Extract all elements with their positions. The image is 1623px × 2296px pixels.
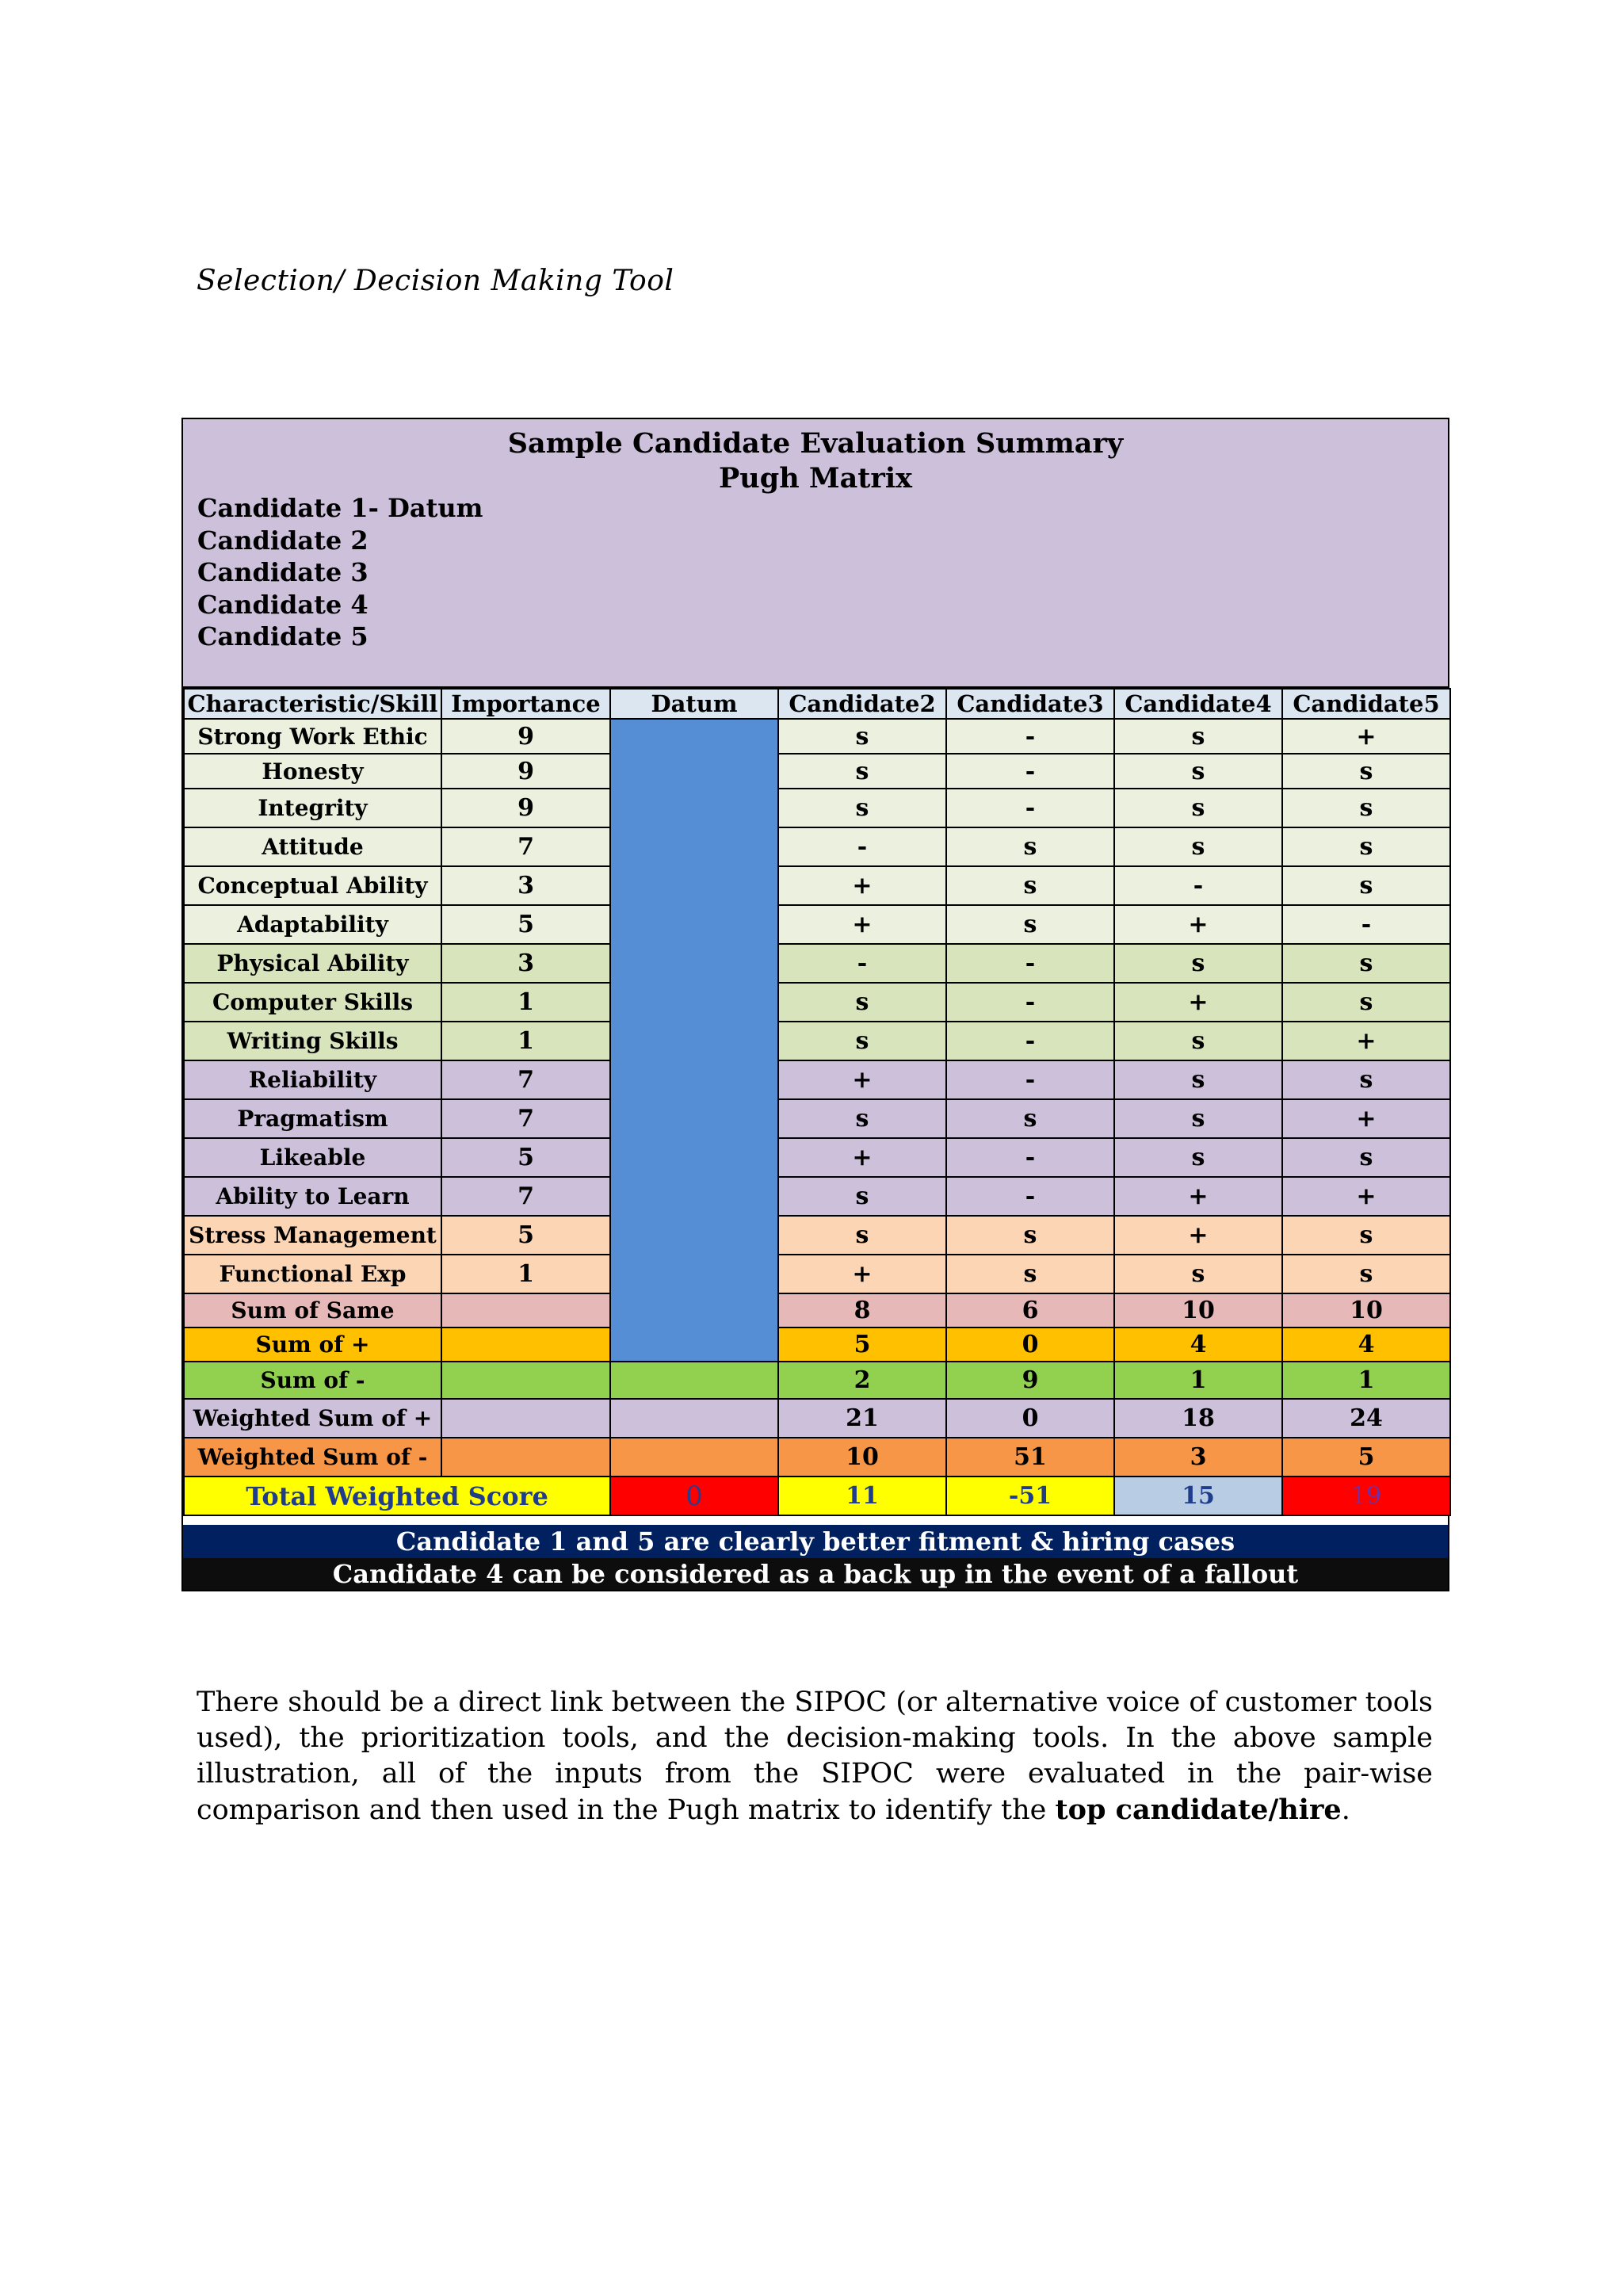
- table-row: [184, 1099, 1450, 1138]
- rating-cell: s: [778, 1216, 946, 1255]
- table-row: [184, 754, 1450, 789]
- rating-cell: -: [778, 944, 946, 983]
- total-datum: 0: [610, 1477, 778, 1515]
- pugh-matrix: [181, 418, 1449, 1591]
- skill-label: Stress Management: [184, 1216, 441, 1255]
- rating-cell: -: [946, 983, 1114, 1022]
- importance-blank: [441, 1293, 610, 1328]
- rating-cell: s: [778, 1099, 946, 1138]
- conclusion-line-2: Candidate 4 can be considered as a back up in the event of a fallout: [183, 1558, 1448, 1590]
- datum-blank: [610, 1362, 778, 1399]
- table-row: [184, 1060, 1450, 1099]
- skill-label: Likeable: [184, 1138, 441, 1177]
- datum-column: [610, 719, 778, 1362]
- summary-title: Sample Candidate Evaluation Summary: [507, 427, 1124, 460]
- summary-value: 9: [946, 1362, 1114, 1399]
- summary-value: 51: [946, 1438, 1114, 1477]
- column-header: Characteristic/Skill: [184, 689, 441, 719]
- total-value: 11: [778, 1477, 946, 1515]
- rating-cell: -: [778, 827, 946, 866]
- importance-value: 9: [441, 754, 610, 789]
- table-row: [184, 905, 1450, 944]
- table-row: [184, 866, 1450, 905]
- rating-cell: s: [1114, 719, 1282, 754]
- skill-label: Computer Skills: [184, 983, 441, 1022]
- rating-cell: s: [1282, 866, 1450, 905]
- rating-cell: s: [1282, 944, 1450, 983]
- importance-value: 3: [441, 866, 610, 905]
- summary-value: 0: [946, 1399, 1114, 1438]
- summary-value: 1: [1114, 1362, 1282, 1399]
- rating-cell: s: [1114, 754, 1282, 789]
- skill-label: Pragmatism: [184, 1099, 441, 1138]
- rating-cell: +: [1114, 1216, 1282, 1255]
- total-value: 19: [1282, 1477, 1450, 1515]
- total-value: 15: [1114, 1477, 1282, 1515]
- summary-label: Sum of Same: [184, 1293, 441, 1328]
- table-header-row: [184, 689, 1450, 719]
- rating-cell: -: [946, 1022, 1114, 1060]
- candidate-list-item: Candidate 2: [197, 525, 369, 556]
- rating-cell: s: [1114, 1255, 1282, 1293]
- importance-value: 7: [441, 827, 610, 866]
- rating-cell: -: [946, 754, 1114, 789]
- summary-value: 10: [778, 1438, 946, 1477]
- rating-cell: -: [1282, 905, 1450, 944]
- table-row: [184, 944, 1450, 983]
- summary-value: 0: [946, 1328, 1114, 1362]
- rating-cell: +: [1114, 983, 1282, 1022]
- importance-value: 9: [441, 719, 610, 754]
- summary-subtitle: Pugh Matrix: [718, 462, 913, 495]
- summary-row: [184, 1293, 1450, 1328]
- summary-value: 10: [1282, 1293, 1450, 1328]
- paragraph-end: .: [1341, 1794, 1350, 1826]
- rating-cell: -: [946, 719, 1114, 754]
- summary-label: Weighted Sum of -: [184, 1438, 441, 1477]
- rating-cell: +: [1114, 1177, 1282, 1216]
- paragraph-bold: top candidate/hire: [1055, 1794, 1342, 1826]
- importance-blank: [441, 1399, 610, 1438]
- candidate-list: [197, 492, 483, 653]
- importance-blank: [441, 1328, 610, 1362]
- rating-cell: +: [778, 1255, 946, 1293]
- importance-value: 5: [441, 905, 610, 944]
- table-row: [184, 827, 1450, 866]
- rating-cell: s: [1282, 983, 1450, 1022]
- importance-value: 5: [441, 1138, 610, 1177]
- rating-cell: s: [1114, 1099, 1282, 1138]
- summary-value: 2: [778, 1362, 946, 1399]
- skill-label: Integrity: [184, 789, 441, 827]
- skill-label: Attitude: [184, 827, 441, 866]
- importance-blank: [441, 1438, 610, 1477]
- rating-cell: s: [1114, 827, 1282, 866]
- explanation-paragraph: [197, 1685, 1433, 1828]
- rating-cell: s: [1114, 944, 1282, 983]
- summary-value: 8: [778, 1293, 946, 1328]
- skill-label: Writing Skills: [184, 1022, 441, 1060]
- table-row: [184, 1177, 1450, 1216]
- summary-label: Sum of +: [184, 1328, 441, 1362]
- rating-cell: s: [1114, 1138, 1282, 1177]
- summary-value: 4: [1114, 1328, 1282, 1362]
- importance-value: 7: [441, 1099, 610, 1138]
- rating-cell: s: [778, 754, 946, 789]
- table-row: [184, 983, 1450, 1022]
- rating-cell: s: [1282, 1138, 1450, 1177]
- candidate-list-item: Candidate 4: [197, 589, 369, 620]
- rating-cell: s: [1114, 789, 1282, 827]
- rating-cell: s: [946, 905, 1114, 944]
- skill-label: Functional Exp: [184, 1255, 441, 1293]
- rating-cell: -: [946, 789, 1114, 827]
- summary-label: Sum of -: [184, 1362, 441, 1399]
- datum-blank: [610, 1438, 778, 1477]
- importance-value: 7: [441, 1177, 610, 1216]
- table-row: [184, 1255, 1450, 1293]
- rating-cell: +: [1282, 1099, 1450, 1138]
- summary-header: [183, 419, 1448, 688]
- rating-cell: -: [946, 1060, 1114, 1099]
- column-header: Candidate4: [1114, 689, 1282, 719]
- importance-value: 5: [441, 1216, 610, 1255]
- summary-value: 1: [1282, 1362, 1450, 1399]
- rating-cell: -: [1114, 866, 1282, 905]
- rating-cell: +: [1114, 905, 1282, 944]
- rating-cell: s: [946, 866, 1114, 905]
- page-heading: Selection/ Decision Making Tool: [197, 265, 674, 297]
- table-row: [184, 1022, 1450, 1060]
- rating-cell: s: [1282, 754, 1450, 789]
- skill-label: Adaptability: [184, 905, 441, 944]
- rating-cell: +: [778, 1138, 946, 1177]
- column-header: Candidate3: [946, 689, 1114, 719]
- candidate-list-item: Candidate 1- Datum: [197, 493, 483, 523]
- skill-label: Honesty: [184, 754, 441, 789]
- total-row: [184, 1477, 1450, 1515]
- rating-cell: s: [1282, 789, 1450, 827]
- candidate-list-item: Candidate 3: [197, 557, 369, 587]
- rating-cell: +: [778, 866, 946, 905]
- rating-cell: -: [946, 1177, 1114, 1216]
- summary-row: [184, 1438, 1450, 1477]
- skill-label: Ability to Learn: [184, 1177, 441, 1216]
- rating-cell: +: [1282, 1177, 1450, 1216]
- skill-label: Conceptual Ability: [184, 866, 441, 905]
- importance-value: 1: [441, 983, 610, 1022]
- rating-cell: s: [1282, 1060, 1450, 1099]
- evaluation-table: [183, 688, 1451, 1516]
- table-row: [184, 789, 1450, 827]
- column-header: Importance: [441, 689, 610, 719]
- conclusion-line-1: Candidate 1 and 5 are clearly better fitment & hiring cases: [183, 1525, 1448, 1558]
- skill-label: Reliability: [184, 1060, 441, 1099]
- skill-label: Strong Work Ethic: [184, 719, 441, 754]
- importance-value: 1: [441, 1255, 610, 1293]
- summary-value: 21: [778, 1399, 946, 1438]
- table-row: [184, 1138, 1450, 1177]
- column-header: Datum: [610, 689, 778, 719]
- rating-cell: s: [1282, 1216, 1450, 1255]
- rating-cell: s: [778, 789, 946, 827]
- paragraph-text: There should be a direct link between the SIPOC (or alternative voice of customer tools used), the prioritization tools, and the decision-making tools. In the above sample illustration, all of the inputs from the SIPOC were evaluated in the pair-wise comparison and then used in the Pugh matrix to identify the: [197, 1687, 1433, 1826]
- rating-cell: s: [1282, 827, 1450, 866]
- rating-cell: s: [946, 827, 1114, 866]
- summary-value: 10: [1114, 1293, 1282, 1328]
- summary-value: 5: [778, 1328, 946, 1362]
- rating-cell: -: [946, 1138, 1114, 1177]
- rating-cell: s: [1114, 1022, 1282, 1060]
- rating-cell: s: [778, 983, 946, 1022]
- rating-cell: s: [946, 1255, 1114, 1293]
- column-header: Candidate2: [778, 689, 946, 719]
- importance-value: 9: [441, 789, 610, 827]
- importance-blank: [441, 1362, 610, 1399]
- importance-value: 1: [441, 1022, 610, 1060]
- importance-value: 3: [441, 944, 610, 983]
- candidate-list-item: Candidate 5: [197, 621, 369, 651]
- rating-cell: s: [946, 1099, 1114, 1138]
- summary-row: [184, 1399, 1450, 1438]
- rating-cell: s: [1114, 1060, 1282, 1099]
- summary-value: 18: [1114, 1399, 1282, 1438]
- rating-cell: +: [1282, 1022, 1450, 1060]
- rating-cell: s: [946, 1216, 1114, 1255]
- table-row: [184, 1216, 1450, 1255]
- importance-value: 7: [441, 1060, 610, 1099]
- rating-cell: +: [1282, 719, 1450, 754]
- total-value: -51: [946, 1477, 1114, 1515]
- rating-cell: +: [778, 1060, 946, 1099]
- rating-cell: s: [1282, 1255, 1450, 1293]
- rating-cell: +: [778, 905, 946, 944]
- total-label: Total Weighted Score: [184, 1477, 610, 1515]
- table-row: [184, 719, 1450, 754]
- summary-value: 4: [1282, 1328, 1450, 1362]
- summary-value: 24: [1282, 1399, 1450, 1438]
- skill-label: Physical Ability: [184, 944, 441, 983]
- rating-cell: s: [778, 1022, 946, 1060]
- summary-value: 3: [1114, 1438, 1282, 1477]
- summary-value: 5: [1282, 1438, 1450, 1477]
- summary-row: [184, 1328, 1450, 1362]
- summary-label: Weighted Sum of +: [184, 1399, 441, 1438]
- datum-blank: [610, 1399, 778, 1438]
- summary-row: [184, 1362, 1450, 1399]
- summary-value: 6: [946, 1293, 1114, 1328]
- rating-cell: -: [946, 944, 1114, 983]
- column-header: Candidate5: [1282, 689, 1450, 719]
- rating-cell: s: [778, 1177, 946, 1216]
- rating-cell: s: [778, 719, 946, 754]
